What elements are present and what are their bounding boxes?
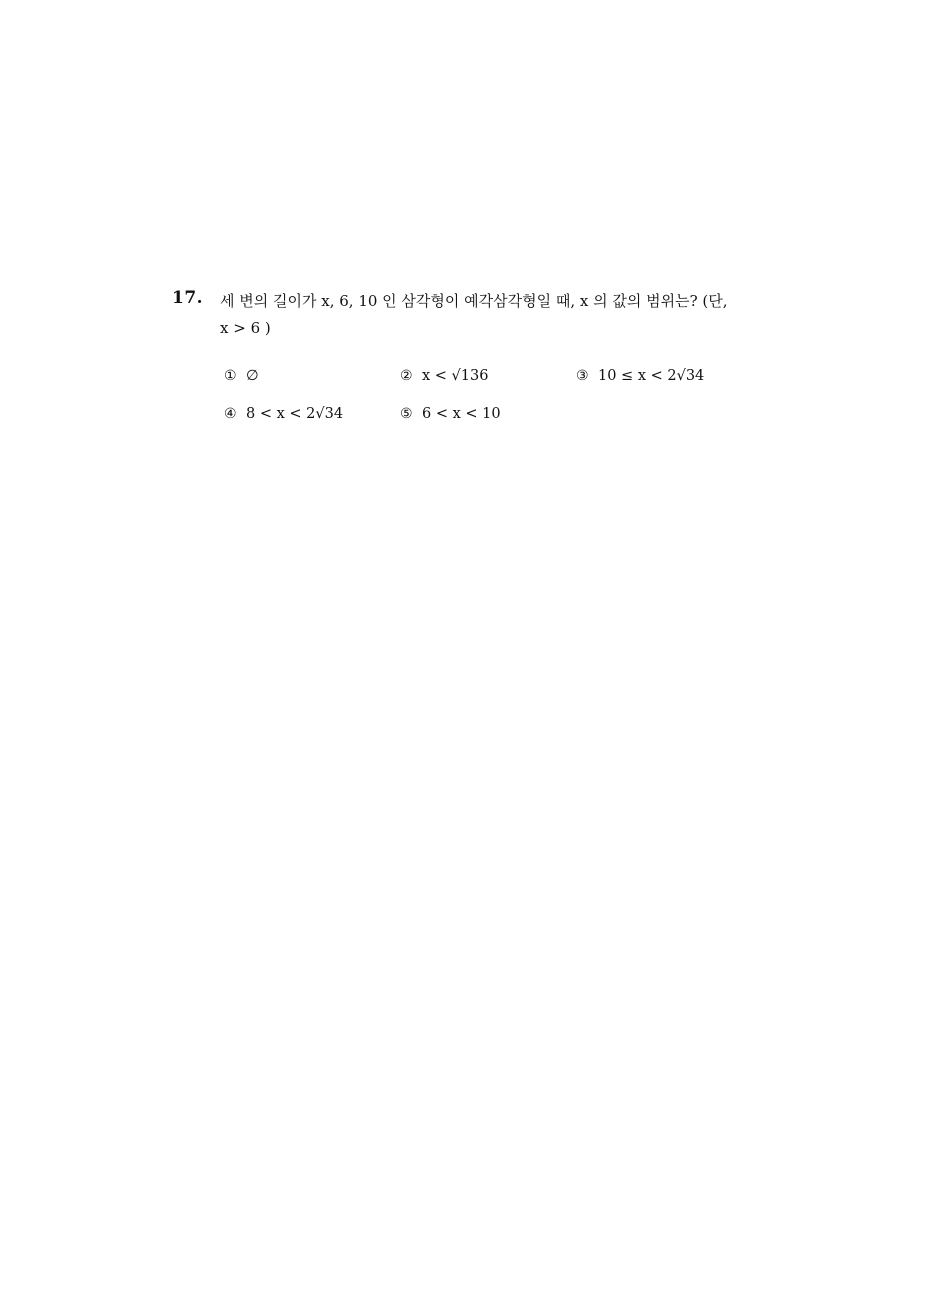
problem-statement-line-2: x > 6 ) bbox=[220, 319, 271, 337]
choice-3[interactable] bbox=[576, 368, 704, 384]
choice-5[interactable] bbox=[400, 406, 501, 422]
choice-5-expression: 6 < x < 10 bbox=[422, 406, 501, 422]
problem-statement-line-1: 세 변의 길이가 x, 6, 10 인 삼각형이 예각삼각형일 때, x 의 값의 범위는? (단, bbox=[220, 292, 728, 310]
choice-4-marker: ④ bbox=[224, 406, 237, 422]
problem-number: 17. bbox=[172, 288, 204, 308]
choice-4[interactable] bbox=[224, 406, 343, 422]
choice-4-expression: 8 < x < 2√34 bbox=[246, 406, 344, 422]
choice-1-expression: ∅ bbox=[246, 368, 259, 384]
choice-3-expression: 10 ≤ x < 2√34 bbox=[598, 368, 705, 384]
choice-2-expression: x < √136 bbox=[422, 368, 489, 384]
choice-1[interactable] bbox=[224, 368, 259, 384]
choice-1-marker: ① bbox=[224, 368, 237, 384]
choice-3-marker: ③ bbox=[576, 368, 589, 384]
choice-5-marker: ⑤ bbox=[400, 406, 413, 422]
problem-statement bbox=[220, 288, 760, 342]
choice-2[interactable] bbox=[400, 368, 488, 384]
choice-2-marker: ② bbox=[400, 368, 413, 384]
